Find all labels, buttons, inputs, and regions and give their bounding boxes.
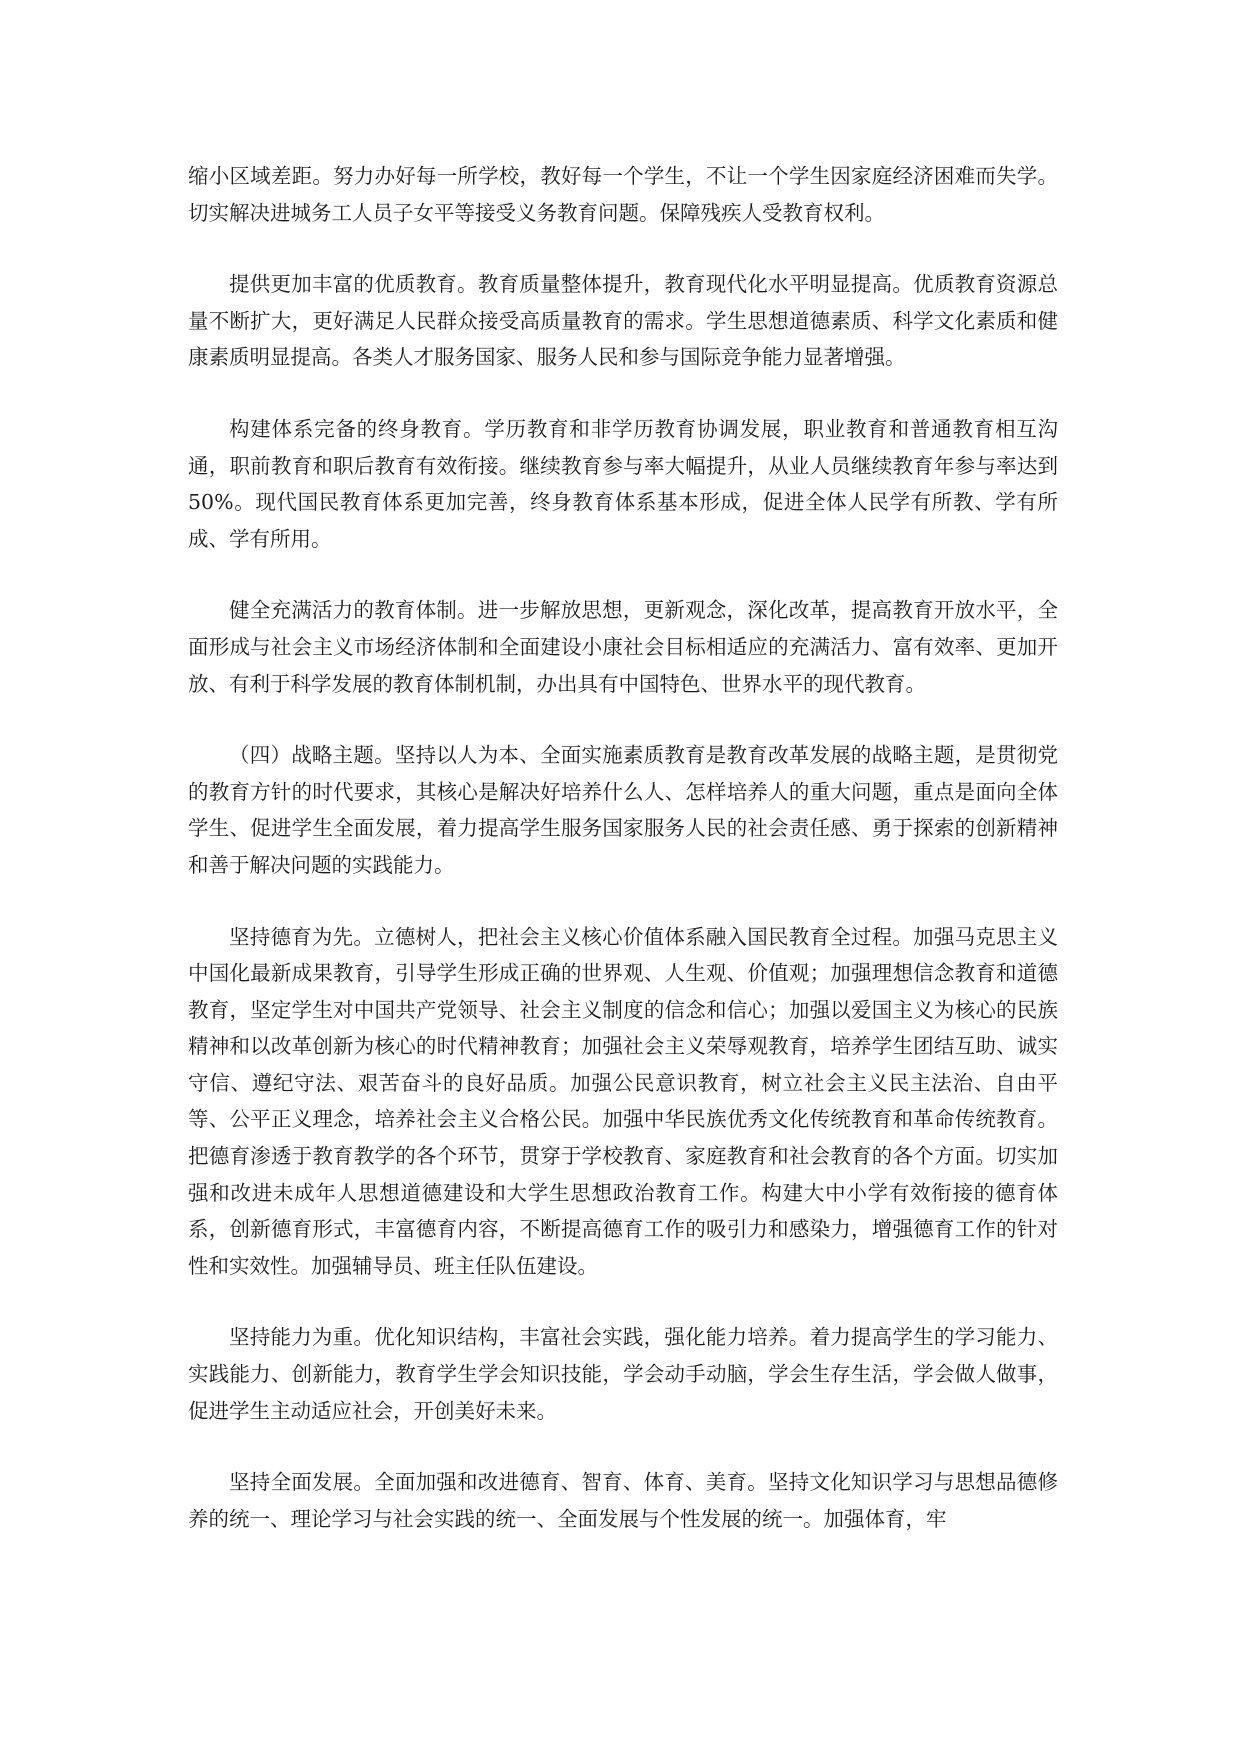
paragraph: 提供更加丰富的优质教育。教育质量整体提升，教育现代化水平明显提高。优质教育资源总量不断扩大，更好满足人民群众接受高质量教育的需求。学生思想道德素质、科学文化素质和健康素质明显提高。各类人才服务国家、服务人民和参与国际竞争能力显著增强。 — [188, 272, 1058, 370]
paragraph: 坚持德育为先。立德树人，把社会主义核心价值体系融入国民教育全过程。加强马克思主义中国化最新成果教育，引导学生形成正确的世界观、人生观、价值观；加强理想信念教育和道德教育，坚定学生对中国共产党领导、社会主义制度的信念和信心；加强以爱国主义为核心的民族精神和以改革创新为核心的时代精神教育；加强社会主义荣辱观教育，培养学生团结互助、诚实守信、遵纪守法、艰苦奋斗的良好品质。加强公民意识教育，树立社会主义民主法治、自由平等、公平正义理念，培养社会主义合格公民。加强中华民族优秀文化传统教育和革命传统教育。把德育渗透于教育教学的各个环节，贯穿于学校教育、家庭教育和社会教育的各个方面。切实加强和改进未成年人思想道德建设和大学生思想政治教育工作。构建大中小学有效衔接的德育体系，创新德育形式，丰富德育内容，不断提高德育工作的吸引力和感染力，增强德育工作的针对性和实效性。加强辅导员、班主任队伍建设。 — [188, 924, 1058, 1278]
paragraph: 坚持全面发展。全面加强和改进德育、智育、体育、美育。坚持文化知识学习与思想品德修养的统一、理论学习与社会实践的统一、全面发展与个性发展的统一。加强体育，牢 — [188, 1470, 1058, 1531]
document-body — [188, 158, 1058, 1572]
paragraph-continued: 缩小区域差距。努力办好每一所学校，教好每一个学生，不让一个学生因家庭经济困难而失学。切实解决进城务工人员子女平等接受义务教育问题。保障残疾人受教育权利。 — [188, 164, 1058, 225]
paragraph: 构建体系完备的终身教育。学历教育和非学历教育协调发展，职业教育和普通教育相互沟通，职前教育和职后教育有效衔接。继续教育参与率大幅提升，从业人员继续教育年参与率达到 50%。现代国民教育体系更加完善，终身教育体系基本形成，促进全体人民学有所教、学有所成、学有所用。 — [188, 416, 1058, 551]
paragraph-strategic-theme: （四）战略主题。坚持以人为本、全面实施素质教育是教育改革发展的战略主题，是贯彻党的教育方针的时代要求，其核心是解决好培养什么人、怎样培养人的重大问题，重点是面向全体学生、促进学生全面发展，着力提高学生服务国家服务人民的社会责任感、勇于探索的创新精神和善于解决问题的实践能力。 — [188, 743, 1058, 877]
paragraph: 健全充满活力的教育体制。进一步解放思想，更新观念，深化改革，提高教育开放水平，全面形成与社会主义市场经济体制和全面建设小康社会目标相适应的充满活力、富有效率、更加开放、有利于科学发展的教育体制机制，办出具有中国特色、世界水平的现代教育。 — [188, 598, 1058, 696]
paragraph: 坚持能力为重。优化知识结构，丰富社会实践，强化能力培养。着力提高学生的学习能力、实践能力、创新能力，教育学生学会知识技能，学会动手动脑，学会生存生活，学会做人做事，促进学生主动适应社会，开创美好未来。 — [188, 1325, 1058, 1423]
